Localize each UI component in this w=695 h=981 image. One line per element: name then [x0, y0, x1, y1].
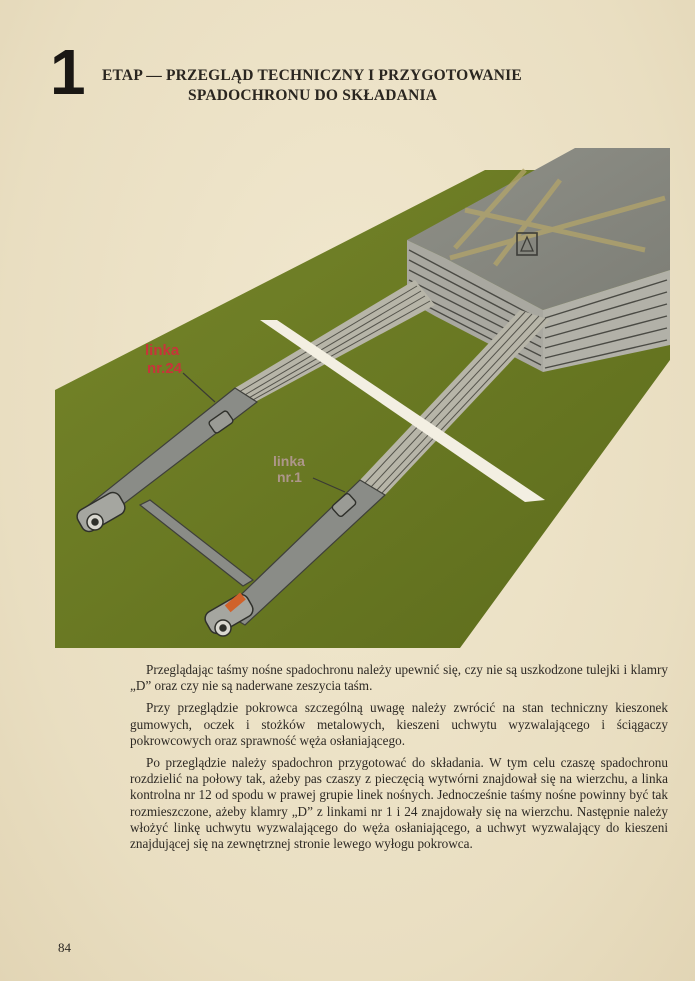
page-number: 84	[58, 940, 71, 955]
chapter-heading	[102, 66, 642, 106]
heading-line-2: SPADOCHRONU DO SKŁADANIA	[188, 87, 438, 104]
label-line-1-number: nr.1	[277, 469, 302, 485]
paragraph-1: Przeglądając taśmy nośne spadochronu należy upewnić się, czy nie są uszkodzone tulejki i klamry „D” oraz czy nie są naderwane zeszycia taśm.	[130, 662, 668, 694]
label-line-1-word: linka	[273, 453, 305, 469]
paragraph-3: Po przeglądzie należy spadochron przygotować do składania. W tym celu czaszę spadochronu rozdzielić na połowy tak, ażeby pas czaszy z pieczęcią wytwórni znajdował się na wierzchu, a linka kontrolna nr 12 od spodu w prawej grupie linek nośnych. Jednocześnie taśmy nośne powinny być tak rozmieszczone, ażeby klamry „D” z linkami nr 1 i 24 znajdowały się na wierzchu. Następnie należy włożyć linkę uchwytu wyzwalającego do węża osłaniającego, a uchwyt wyzwalający do kieszeni znajdującej się na zewnętrznej stronie lewego wyłogu pokrowca.	[130, 755, 668, 852]
parachute-illustration	[55, 140, 670, 648]
heading-line-1: ETAP — PRZEGLĄD TECHNICZNY I PRZYGOTOWANIE	[102, 67, 522, 84]
paragraph-2: Przy przeglądzie pokrowca szczególną uwagę należy zwrócić na stan techniczny kieszonek gumowych, oczek i stożków metalowych, kieszeni uchwytu wyzwalającego i ściągaczy pokrowcowych oraz sprawność węża osłaniającego.	[130, 700, 668, 748]
body-text	[130, 662, 668, 858]
label-line-24-word: linka	[145, 342, 180, 359]
label-line-24-number: nr.24	[147, 360, 183, 377]
stage-number: 1	[50, 36, 86, 108]
